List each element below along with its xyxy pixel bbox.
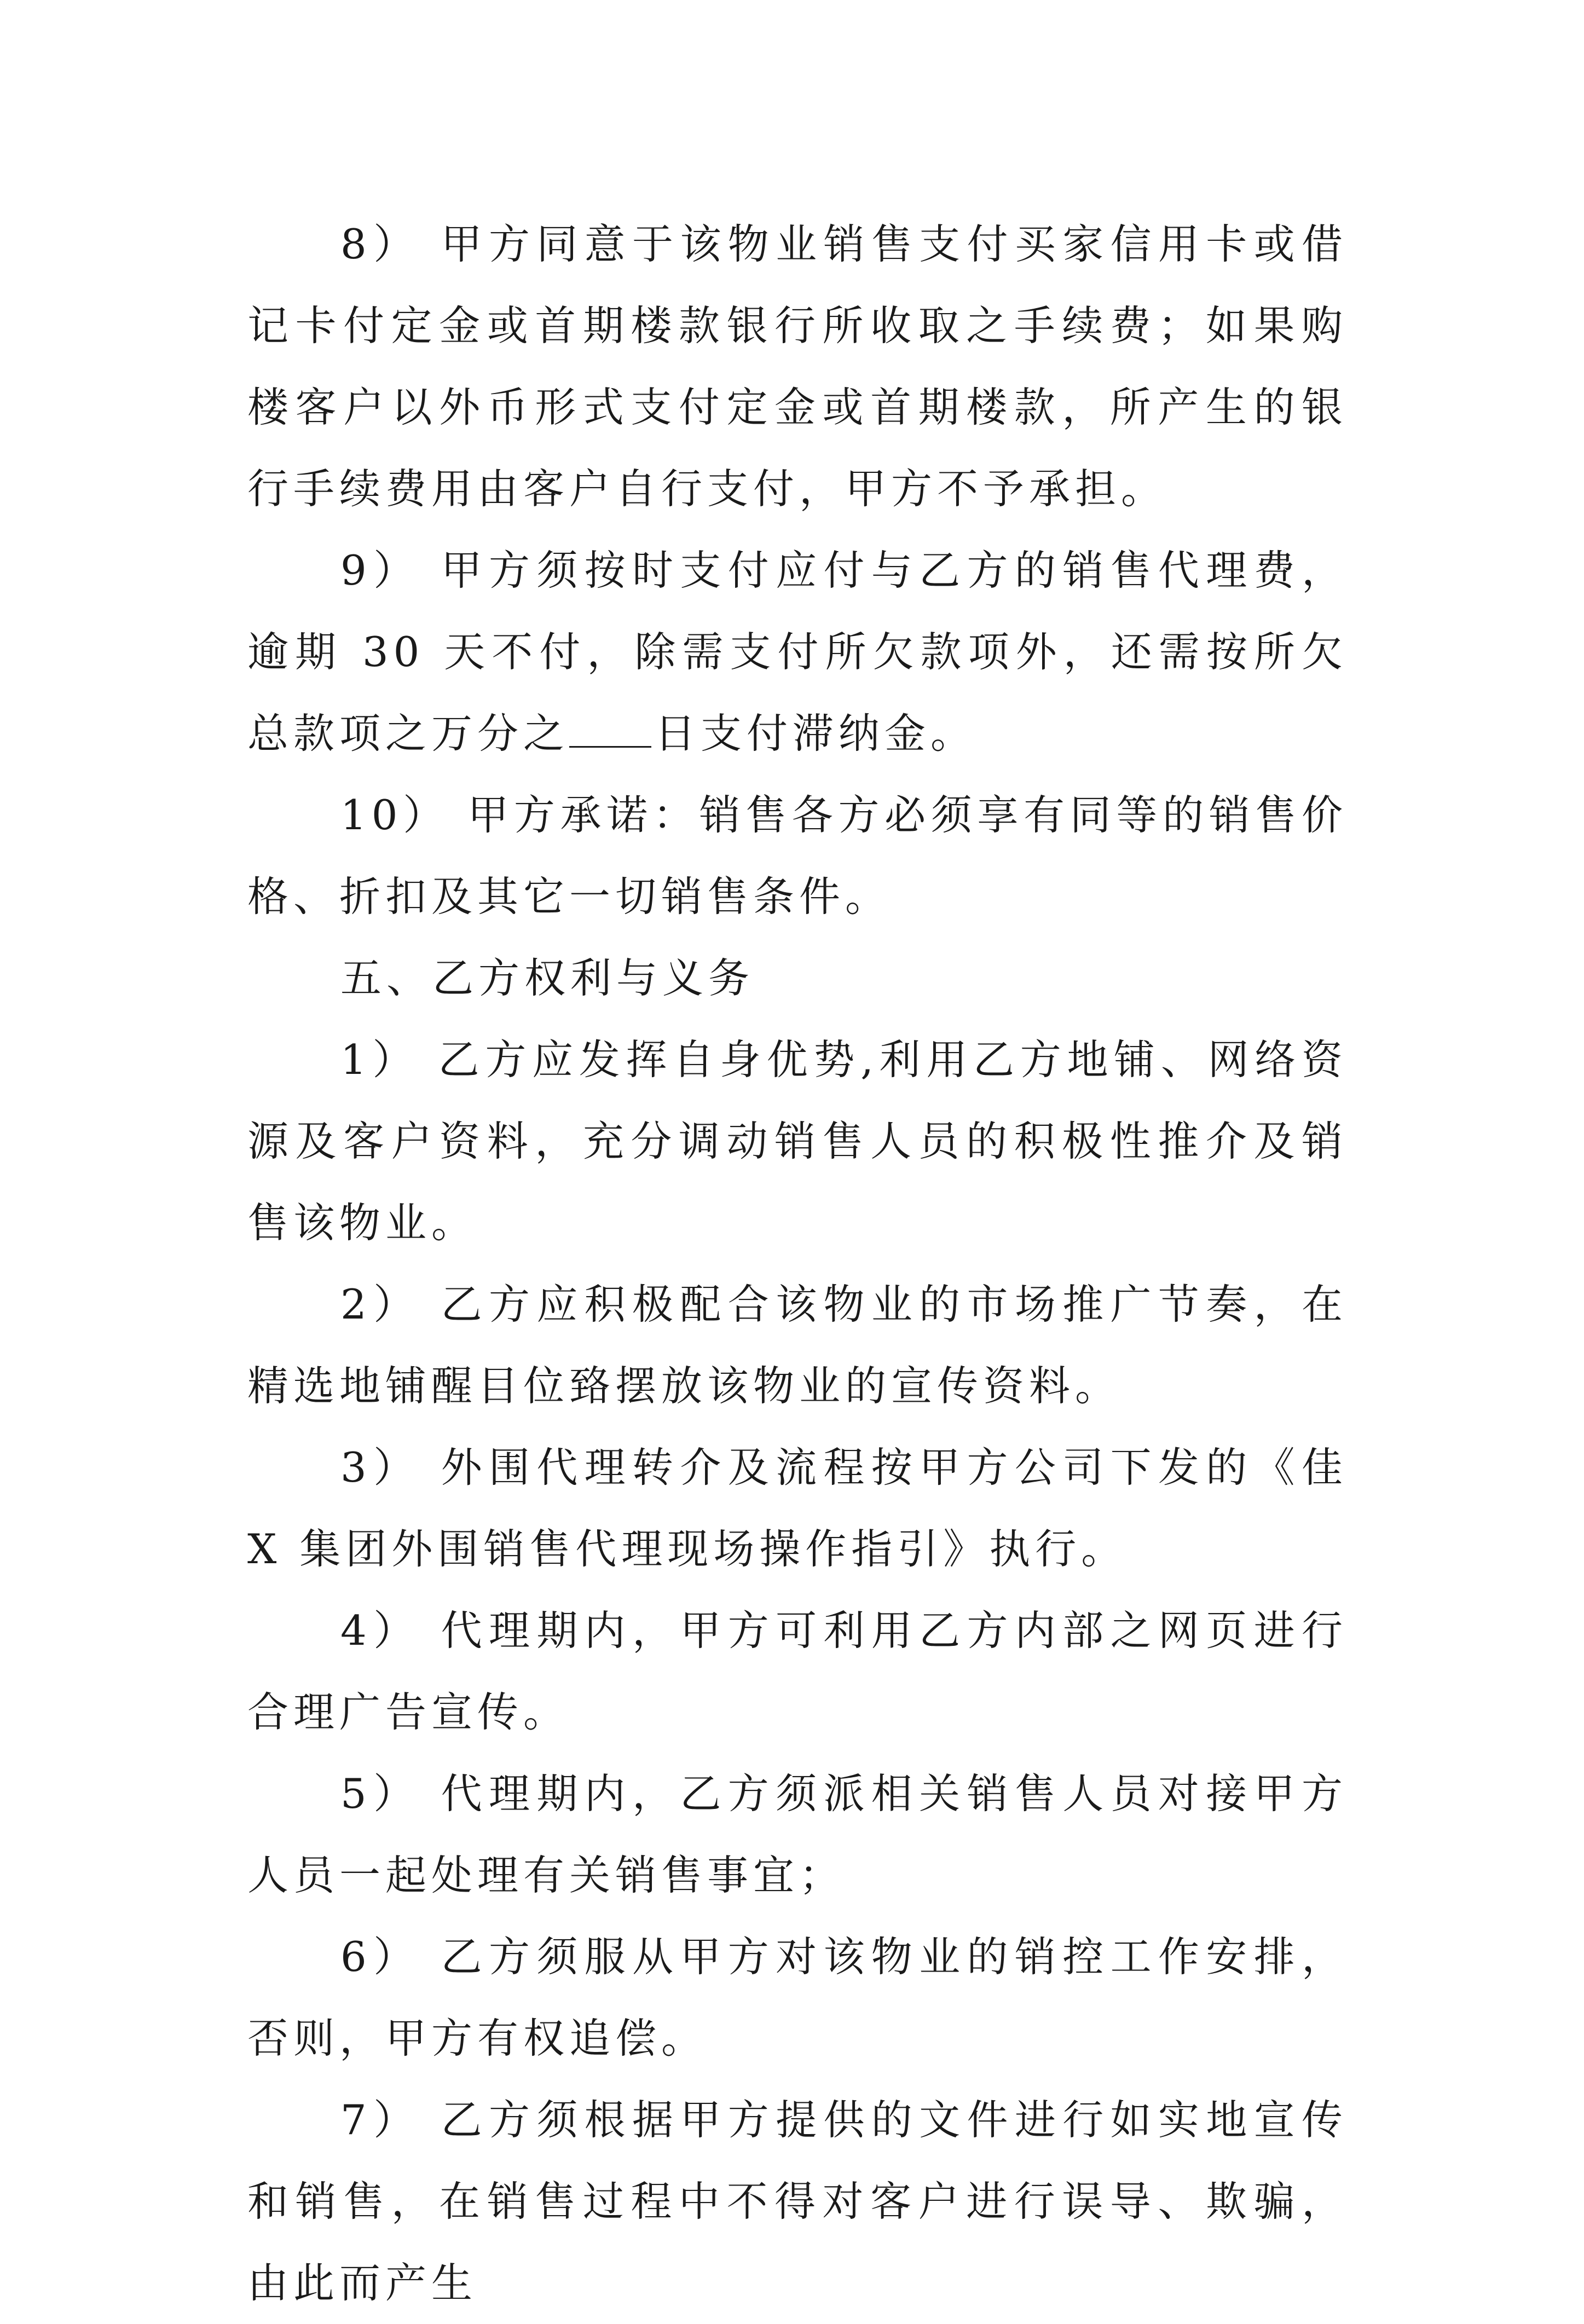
clause-9-text: 9） 甲方须按时支付应付与乙方的销售代理费，逾期 30 天不付，除需支付所欠款项外，还需按所欠总款项之万分之 (247, 546, 1348, 758)
party-b-clause-4: 4） 代理期内，甲方可利用乙方内部之网页进行合理广告宣传。 (247, 1606, 1348, 1736)
party-b-clause-3: 3） 外围代理转介及流程按甲方公司下发的《佳 X 集团外围销售代理现场操作指引》执行。 (247, 1443, 1348, 1573)
party-b-clause-5: 5） 代理期内，乙方须派相关销售人员对接甲方人员一起处理有关销售事宜； (247, 1770, 1348, 1899)
fill-in-blank (569, 711, 651, 748)
clause-10: 10） 甲方承诺：销售各方必须享有同等的销售价格、折扣及其它一切销售条件。 (247, 791, 1348, 921)
party-b-clause-6: 6） 乙方须服从甲方对该物业的销控工作安排，否则，甲方有权追偿。 (247, 1933, 1348, 2062)
clause-9 (247, 530, 1348, 774)
party-b-clause-2: 2） 乙方应积极配合该物业的市场推广节奏，在精选地铺醒目位臵摆放该物业的宣传资料。 (247, 1280, 1348, 1410)
party-b-clause-7: 7） 乙方须根据甲方提供的文件进行如实地宣传和销售，在销售过程中不得对客户进行误导、欺骗，由此而产生 (247, 2096, 1348, 2307)
document-body (247, 204, 1348, 2324)
section-heading-5: 五、乙方权利与义务 (340, 954, 755, 1002)
clause-8: 8） 甲方同意于该物业销售支付买家信用卡或借记卡付定金或首期楼款银行所收取之手续费；如果购楼客户以外币形式支付定金或首期楼款，所产生的银行手续费用由客户自行支付，甲方不予承担。 (247, 220, 1348, 513)
clause-9-tail: 日支付滞纳金。 (655, 709, 977, 758)
party-b-clause-1: 1） 乙方应发挥自身优势,利用乙方地铺、网络资源及客户资料，充分调动销售人员的积极性推介及销售该物业。 (247, 1036, 1348, 1247)
